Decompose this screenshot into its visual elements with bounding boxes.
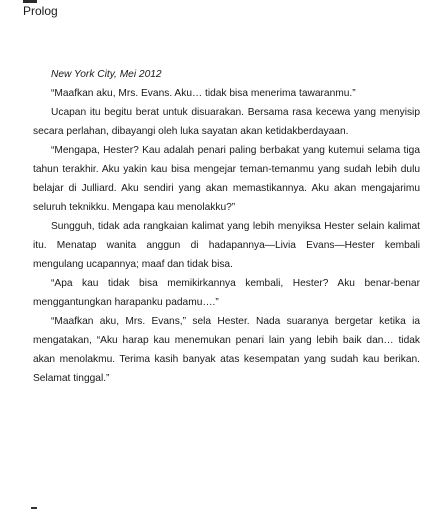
document-body [33, 65, 420, 388]
paragraph-5: “Apa kau tidak bisa memikirkannya kembali, Hester? Aku benar-benar menggantungkan harapanku padamu….” [33, 278, 420, 308]
footer-mark [31, 507, 37, 509]
paragraph-6: “Maafkan aku, Mrs. Evans,” sela Hester. Nada suaranya bergetar ketika ia mengatakan, “Aku harap kau menemukan penari lain yang lebih baik dan… tidak akan menolakmu. Terima kasih banyak atas kesempatan yang sudah kau berikan. Selamat tinggal.” [33, 316, 420, 384]
header-rule [23, 0, 37, 3]
paragraph-1: “Maafkan aku, Mrs. Evans. Aku… tidak bisa menerima tawaranmu.” [51, 88, 356, 99]
paragraph-2: Ucapan itu begitu berat untuk disuarakan. Bersama rasa kecewa yang menyisip secara perlahan, dibayangi oleh luka sayatan akan ketidakberdayaan. [33, 107, 420, 137]
dateline: New York City, Mei 2012 [51, 69, 162, 80]
paragraph-4: Sungguh, tidak ada rangkaian kalimat yang lebih menyiksa Hester selain kalimat itu. Menatap wanita anggun di hadapannya—Livia Evans—Hester kembali mengulang ucapannya; maaf dan tidak bisa. [33, 221, 420, 270]
paragraph-3: “Mengapa, Hester? Kau adalah penari paling berbakat yang kutemui selama tiga tahun terakhir. Aku yakin kau bisa mengejar teman-temanmu yang sudah lebih dulu belajar di Julliard. Aku sendiri yang akan memastikannya. Aku akan mengajarimu seluruh teknikku. Mengapa kau menolakku?” [33, 145, 420, 213]
chapter-title: Prolog [23, 4, 58, 18]
